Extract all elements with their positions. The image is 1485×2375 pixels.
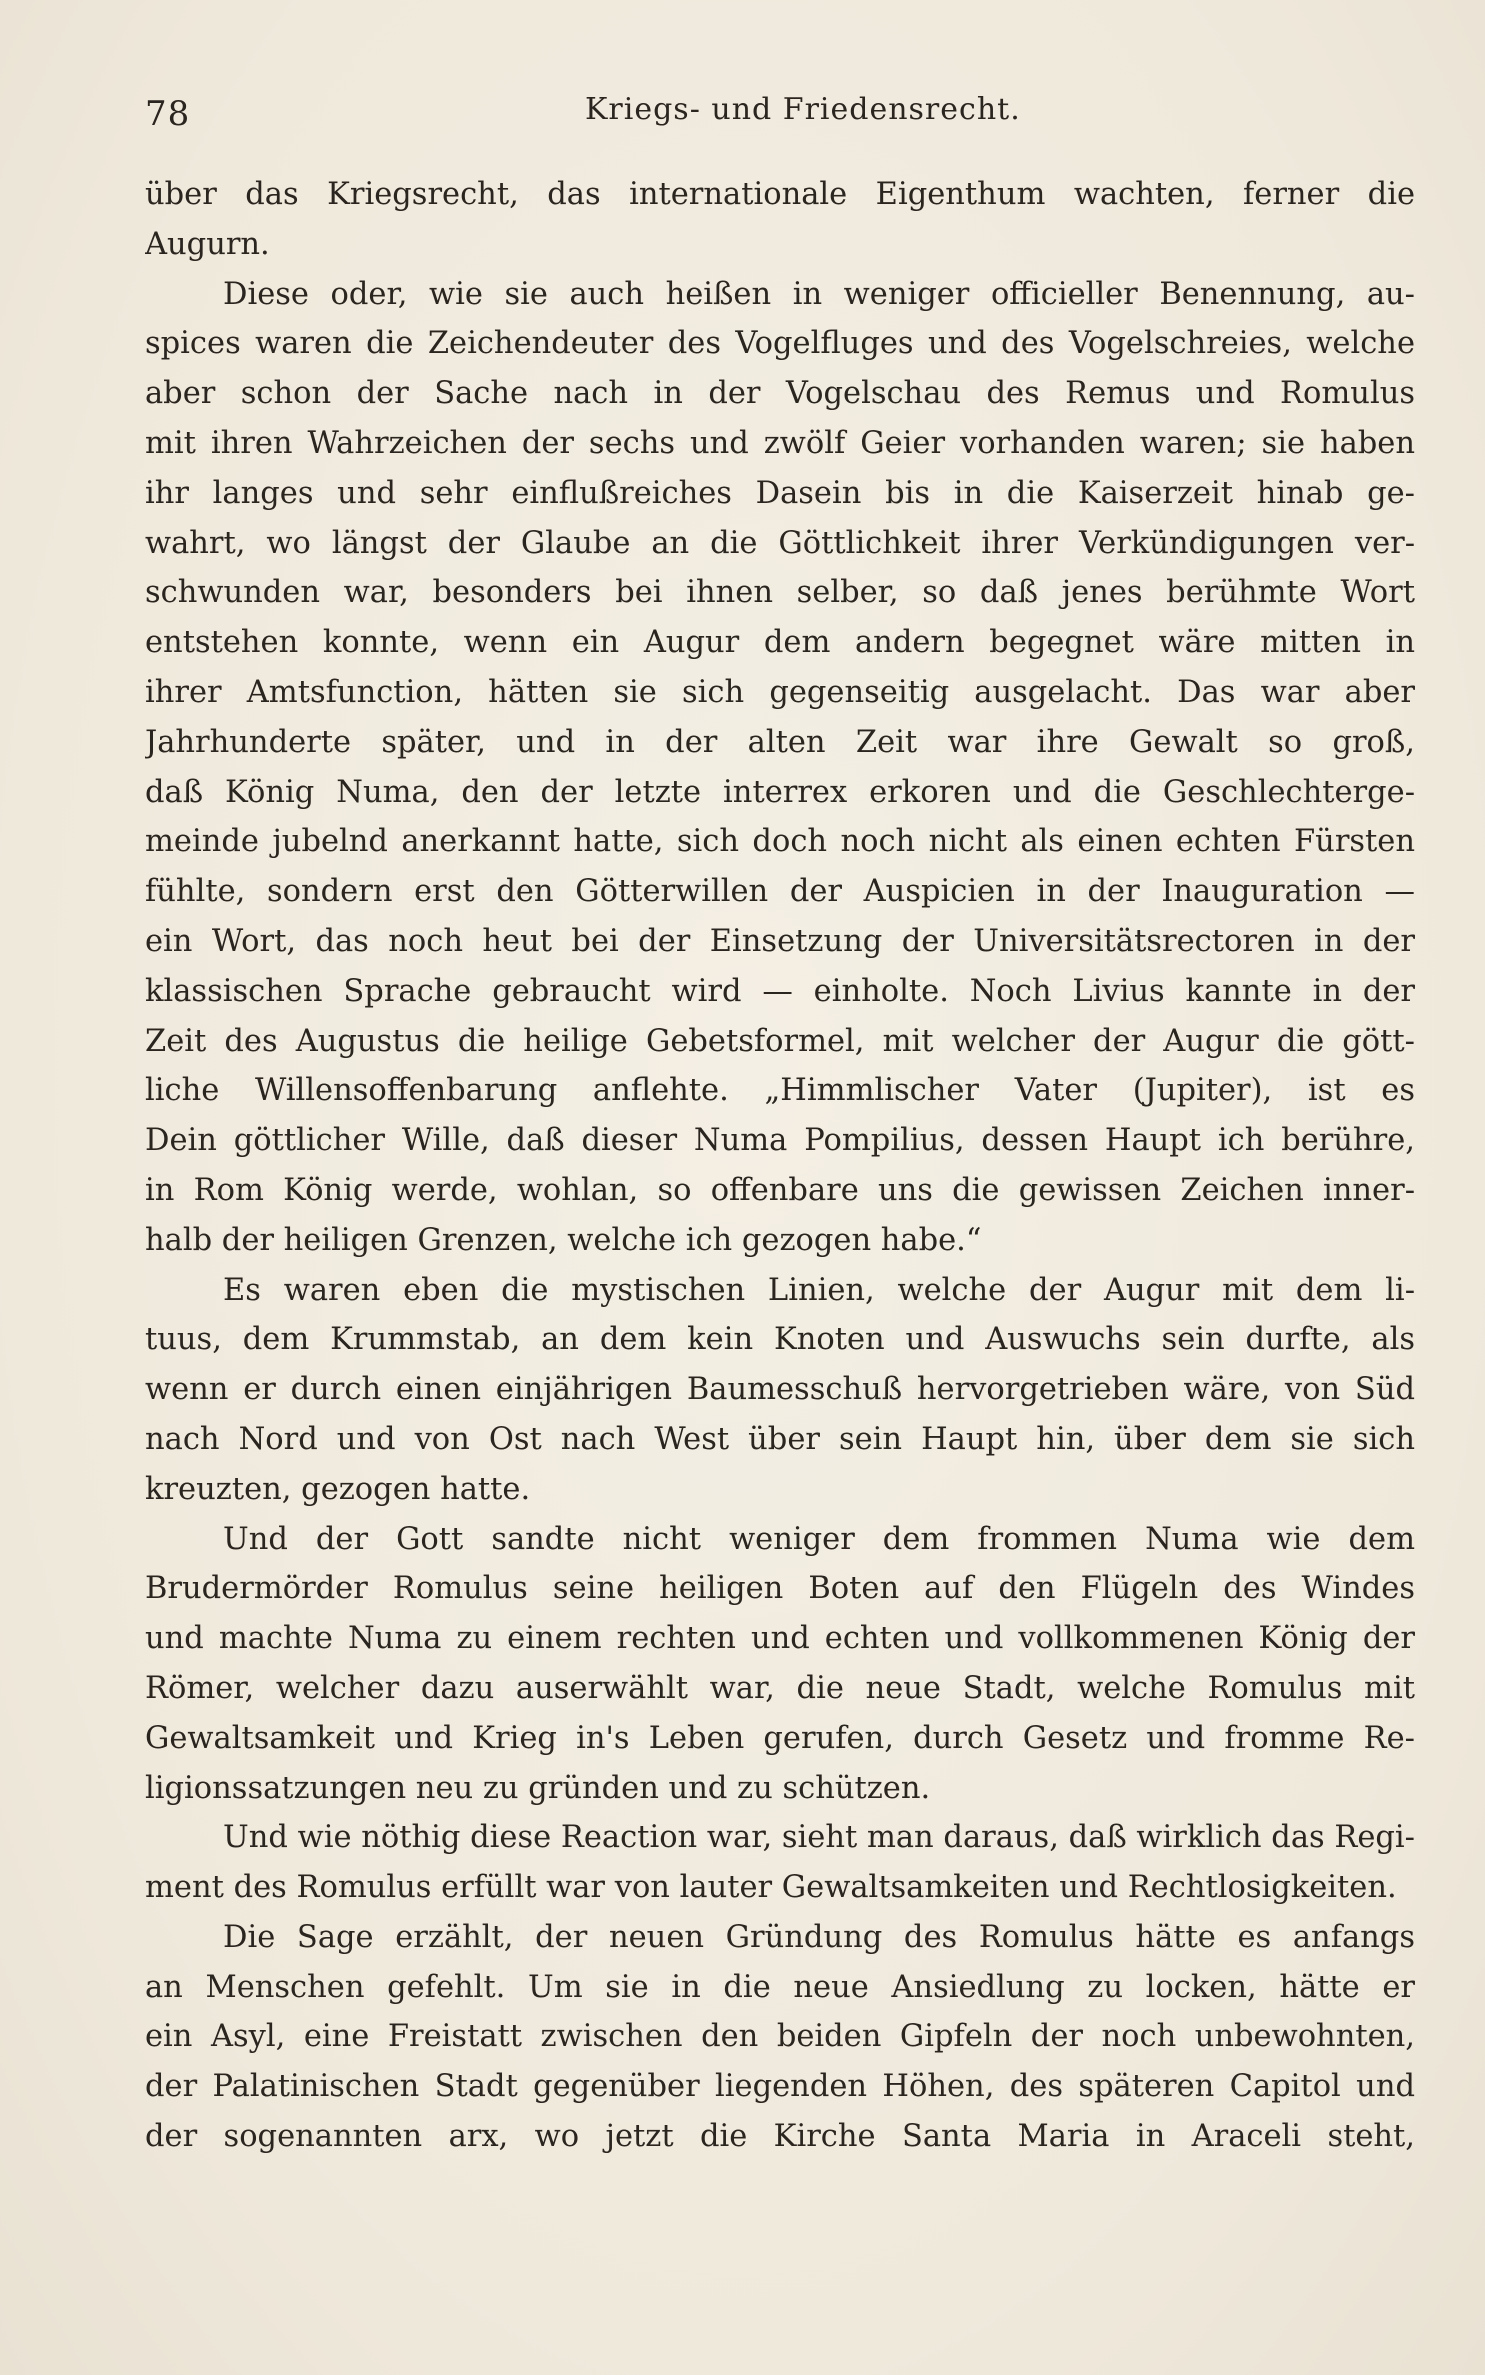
text-line: meinde jubelnd anerkannt hatte, sich doch noch nicht als einen echten Fürsten [145,824,1415,860]
text-line: Und der Gott sandte nicht weniger dem frommen Numa wie dem [223,1521,1415,1557]
text-line: tuus, dem Krummstab, an dem kein Knoten und Auswuchs sein durfte, als [145,1322,1415,1358]
text-line: fühlte, sondern erst den Götterwillen der Auspicien in der Inauguration — [145,874,1415,910]
body-text [145,170,1415,2162]
text-line: Gewaltsamkeit und Krieg in's Leben gerufen, durch Gesetz und fromme Re- [145,1720,1415,1756]
text-line: spices waren die Zeichendeuter des Vogelfluges und des Vogelschreies, welche [145,326,1415,362]
text-line: Römer, welcher dazu auserwählt war, die neue Stadt, welche Romulus mit [145,1670,1415,1706]
text-line: über das Kriegsrecht, das internationale Eigenthum wachten, ferner die [145,177,1415,212]
text-line: ein Asyl, eine Freistatt zwischen den beiden Gipfeln der noch unbewohnten, [145,2019,1415,2055]
text-line: aber schon der Sache nach in der Vogelschau des Remus und Romulus [145,376,1415,412]
text-line: Augurn. [145,226,270,262]
text-line: halb der heiligen Grenzen, welche ich gezogen habe.“ [145,1222,982,1258]
text-line: Es waren eben die mystischen Linien, welche der Augur mit dem li- [223,1272,1415,1308]
text-line: ein Wort, das noch heut bei der Einsetzung der Universitätsrectoren in der [145,923,1415,959]
text-line: Diese oder, wie sie auch heißen in weniger officieller Benennung, au- [223,276,1415,312]
text-line: kreuzten, gezogen hatte. [145,1471,531,1507]
text-line: ligionssatzungen neu zu gründen und zu schützen. [145,1770,931,1806]
text-line: mit ihren Wahrzeichen der sechs und zwölf Geier vorhanden waren; sie haben [145,425,1415,461]
text-line: Jahrhunderte später, und in der alten Zeit war ihre Gewalt so groß, [145,724,1415,760]
text-line: daß König Numa, den der letzte interrex erkoren und die Geschlechterge- [145,774,1415,810]
text-line: ihrer Amtsfunction, hätten sie sich gegenseitig ausgelacht. Das war aber [145,674,1415,710]
text-line: entstehen konnte, wenn ein Augur dem andern begegnet wäre mitten in [145,625,1415,661]
text-line: schwunden war, besonders bei ihnen selber, so daß jenes berühmte Wort [145,575,1415,611]
text-line: der Palatinischen Stadt gegenüber liegenden Höhen, des späteren Capitol und [145,2069,1415,2105]
text-line: Brudermörder Romulus seine heiligen Boten auf den Flügeln des Windes [145,1571,1415,1607]
text-line: Die Sage erzählt, der neuen Gründung des Romulus hätte es anfangs [223,1919,1415,1955]
text-line: ment des Romulus erfüllt war von lauter Gewaltsamkeiten und Rechtlosigkeiten. [145,1870,1397,1906]
page-header [145,92,1415,142]
text-line: Und wie nöthig diese Reaction war, sieht man daraus, daß wirklich das Regi- [223,1820,1415,1856]
text-line: und machte Numa zu einem rechten und echten und vollkommenen König der [145,1621,1415,1657]
text-line: wenn er durch einen einjährigen Baumesschuß hervorgetrieben wäre, von Süd [145,1372,1415,1408]
text-line: der sogenannten arx, wo jetzt die Kirche Santa Maria in Araceli steht, [145,2119,1415,2155]
text-line: an Menschen gefehlt. Um sie in die neue Ansiedlung zu locken, hätte er [145,1969,1415,2005]
text-line: klassischen Sprache gebraucht wird — einholte. Noch Livius kannte in der [145,973,1415,1009]
text-line: ihr langes und sehr einflußreiches Dasein bis in die Kaiserzeit hinab ge- [145,475,1415,511]
text-line: Zeit des Augustus die heilige Gebetsformel, mit welcher der Augur die gött- [145,1023,1415,1059]
page-number: 78 [145,94,191,134]
running-title: Kriegs- und Friedensrecht. [585,92,1021,127]
text-line: nach Nord und von Ost nach West über sein Haupt hin, über dem sie sich [145,1421,1415,1457]
text-line: Dein göttlicher Wille, daß dieser Numa Pompilius, dessen Haupt ich berühre, [145,1123,1415,1159]
text-line: in Rom König werde, wohlan, so offenbare uns die gewissen Zeichen inner- [145,1172,1415,1208]
text-line: wahrt, wo längst der Glaube an die Göttlichkeit ihrer Verkündigungen ver- [145,525,1415,561]
text-line: liche Willensoffenbarung anflehte. „Himmlischer Vater (Jupiter), ist es [145,1073,1415,1109]
